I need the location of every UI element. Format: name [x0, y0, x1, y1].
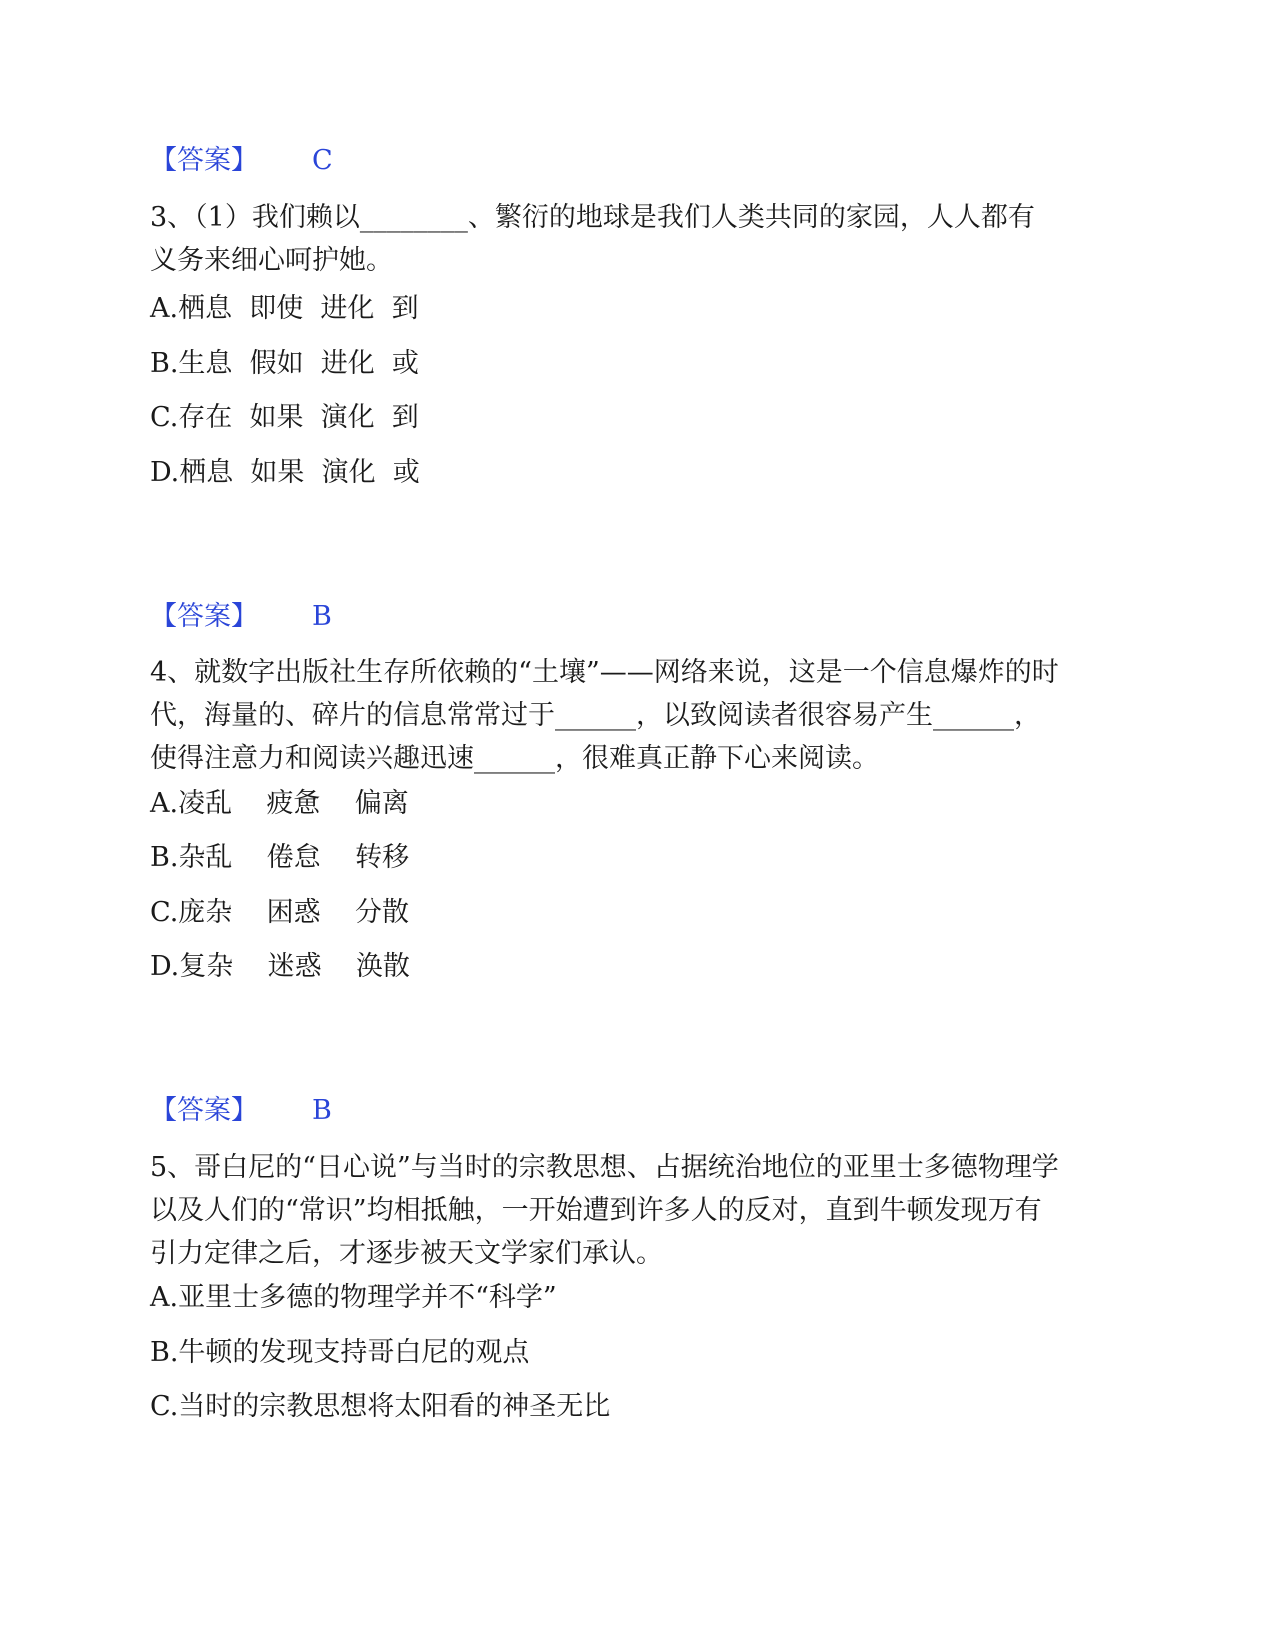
option-d: D.栖息 如果 演化 或	[150, 457, 420, 488]
answer-line	[150, 143, 333, 179]
question-text-line: 5、哥白尼的“日心说”与当时的宗教思想、占据统治地位的亚里士多德物理学	[150, 1152, 1059, 1183]
option-a: A.亚里士多德的物理学并不“科学”	[150, 1282, 557, 1313]
answer-label: 【答案】	[150, 1095, 258, 1126]
question-text-line: 代，海量的、碎片的信息常常过于______，以致阅读者很容易产生______，	[150, 700, 1041, 731]
question-text-line: 3、（1）我们赖以________、繁衍的地球是我们人类共同的家园，人人都有	[150, 202, 1035, 233]
option-b: B.生息 假如 进化 或	[150, 348, 419, 379]
question-text-line: 4、就数字出版社生存所依赖的“土壤”——网络来说，这是一个信息爆炸的时	[150, 657, 1059, 688]
answer-label: 【答案】	[150, 145, 258, 176]
answer-line	[150, 599, 332, 635]
question-stem	[150, 651, 1130, 780]
option-d: D.复杂 迷惑 涣散	[150, 951, 410, 982]
question-text-line: 义务来细心呵护她。	[150, 245, 393, 276]
option-a: A.栖息 即使 进化 到	[150, 293, 419, 324]
option-c: C.庞杂 困惑 分散	[150, 897, 409, 928]
option-a: A.凌乱 疲惫 偏离	[150, 788, 409, 819]
answer-value: B	[312, 601, 332, 632]
answer-label: 【答案】	[150, 601, 258, 632]
answer-line	[150, 1093, 332, 1129]
option-b: B.牛顿的发现支持哥白尼的观点	[150, 1337, 530, 1368]
question-text-line: 使得注意力和阅读兴趣迅速______，很难真正静下心来阅读。	[150, 743, 879, 774]
option-c: C.存在 如果 演化 到	[150, 402, 419, 433]
answer-value: B	[312, 1095, 332, 1126]
question-stem	[150, 196, 1130, 282]
option-b: B.杂乱 倦怠 转移	[150, 842, 410, 873]
question-text-line: 以及人们的“常识”均相抵触，一开始遭到许多人的反对，直到牛顿发现万有	[150, 1195, 1042, 1226]
question-stem	[150, 1146, 1130, 1275]
option-c: C.当时的宗教思想将太阳看的神圣无比	[150, 1391, 611, 1422]
answer-value: C	[312, 145, 333, 176]
question-text-line: 引力定律之后，才逐步被天文学家们承认。	[150, 1238, 663, 1269]
